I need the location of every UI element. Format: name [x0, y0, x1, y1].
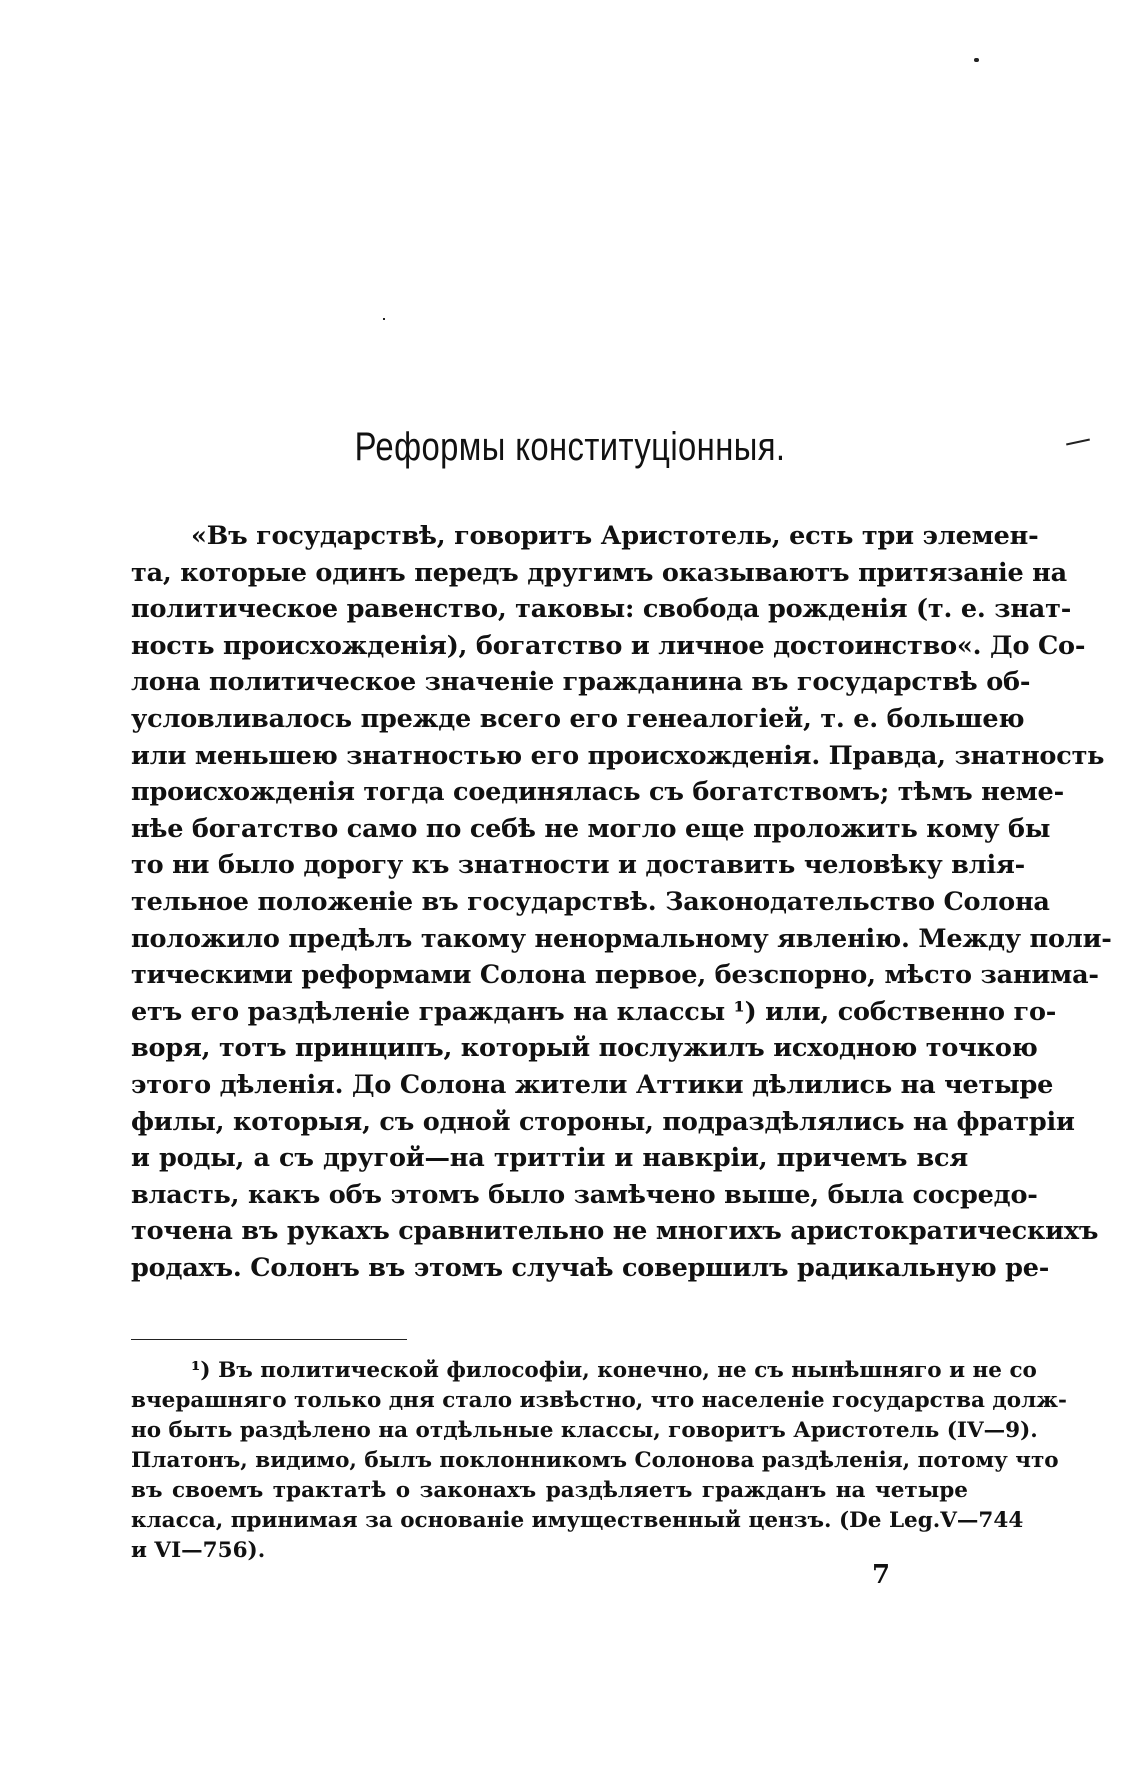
body-line: воря, тотъ принципъ, который послужилъ исходною точкою	[131, 1033, 1038, 1064]
body-line: этого дѣленія. До Солона жители Аттики дѣлились на четыре	[131, 1069, 1054, 1100]
scan-speck	[1066, 439, 1090, 446]
footnote-line: но быть раздѣлено на отдѣльные классы, говоритъ Аристотель (IV—9).	[131, 1418, 1038, 1443]
scan-speck	[383, 318, 385, 320]
footnote-separator	[131, 1339, 407, 1340]
body-line: родахъ. Солонъ въ этомъ случаѣ совершилъ радикальную ре-	[131, 1252, 1050, 1283]
body-line: та, которые одинъ передъ другимъ оказываютъ притязаніе на	[131, 557, 1067, 588]
footnote-line: вчерашняго только дня стало извѣстно, что населеніе государства долж-	[131, 1388, 1067, 1413]
body-line: происхожденія тогда соединялась съ богатствомъ; тѣмъ неме-	[131, 777, 1064, 808]
body-line: нѣе богатство само по себѣ не могло еще проложить кому бы	[131, 813, 1051, 844]
body-line: то ни было дорогу къ знатности и доставить человѣку влія-	[131, 850, 1025, 881]
page-number: 7	[872, 1560, 891, 1590]
footnote-line: ¹) Въ политической философіи, конечно, не съ нынѣшняго и не со	[191, 1358, 1037, 1383]
footnote-line: и VI—756).	[131, 1538, 266, 1563]
body-line: ность происхожденія), богатство и личное достоинство«. До Со-	[131, 630, 1086, 661]
body-line: власть, какъ объ этомъ было замѣчено выше, была сосредо-	[131, 1179, 1038, 1210]
body-line: филы, которыя, съ одной стороны, подраздѣлялись на фратріи	[131, 1106, 1075, 1137]
body-line: лона политическое значеніе гражданина въ государствѣ об-	[131, 667, 1031, 698]
body-line: условливалось прежде всего его генеалогіей, т. е. большею	[131, 703, 1025, 734]
body-line: или меньшею знатностью его происхожденія. Правда, знатность	[131, 740, 1105, 771]
footnote-line: класса, принимая за основаніе имущественный цензъ. (De Leg.V—744	[131, 1508, 1024, 1533]
body-line: политическое равенство, таковы: свобода рожденія (т. е. знат-	[131, 594, 1072, 625]
body-line: «Въ государствѣ, говоритъ Аристотель, есть три элемен-	[191, 521, 1039, 551]
scan-speck	[974, 58, 979, 62]
chapter-title: Реформы конституціонныя.	[354, 425, 786, 469]
body-line: етъ его раздѣленіе гражданъ на классы ¹) или, собственно го-	[131, 996, 1057, 1027]
body-line: положило предѣлъ такому ненормальному явленію. Между поли-	[131, 923, 1112, 954]
body-line: тическими реформами Солона первое, безспорно, мѣсто занима-	[131, 960, 1099, 991]
body-line: точена въ рукахъ сравнительно не многихъ аристократическихъ	[131, 1216, 1099, 1247]
body-line: и роды, а съ другой—на триттіи и навкріи, причемъ вся	[131, 1143, 968, 1174]
body-text	[131, 518, 1112, 1286]
body-line: тельное положеніе въ государствѣ. Законодательство Солона	[131, 886, 1050, 917]
footnote-line: Платонъ, видимо, былъ поклонникомъ Солонова раздѣленія, потому что	[131, 1448, 1059, 1473]
footnote	[131, 1356, 1067, 1566]
footnote-line: въ своемъ трактатѣ о законахъ раздѣляетъ гражданъ на четыре	[131, 1478, 968, 1503]
